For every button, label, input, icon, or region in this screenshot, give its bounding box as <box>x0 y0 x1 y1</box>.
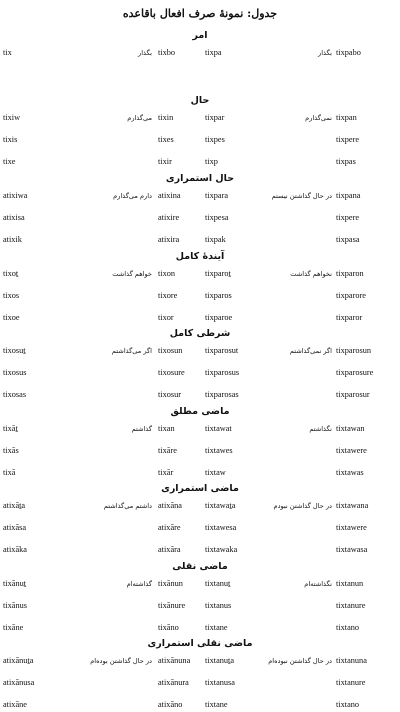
negative-form-2: tixparor <box>336 313 363 322</box>
plural-affirmative-form: tixosus <box>3 368 27 377</box>
negative-form: tixparoṯ <box>205 269 231 278</box>
plural-affirmative-form-2: tixir <box>158 157 172 166</box>
conjugation-row <box>0 311 400 325</box>
section-heading: ماضی نقلی استمراری <box>147 638 253 649</box>
negative-form-2: tixpana <box>336 191 361 200</box>
plural-affirmative-form-2: tixāno <box>158 623 179 632</box>
conjugation-row <box>0 189 400 203</box>
negative-form-2: tixtano <box>336 623 360 632</box>
plural-affirmative-form-2: atixāra <box>158 545 181 554</box>
conjugation-row <box>0 621 400 635</box>
section-heading: ماضی نقلی <box>172 561 228 572</box>
plural-affirmative-form-2: tixosur <box>158 390 182 399</box>
negative-form-2: tixpere <box>336 135 360 144</box>
plural-affirmative-form-2: tixbo <box>158 48 176 57</box>
negative-form: tixpak <box>205 235 226 244</box>
negative-meaning: در حال گذاشتن نیستم <box>271 192 332 200</box>
negative-form: tixtawaka <box>205 545 238 554</box>
plural-affirmative-form: atixāṯa <box>3 501 26 510</box>
page-title: جدول: نمونهٔ صرف افعال باقاعده <box>122 7 278 20</box>
conjugation-row <box>0 599 400 613</box>
negative-form: tixp <box>205 157 218 166</box>
negative-form: tixtanus <box>205 601 232 610</box>
plural-affirmative-form: tix <box>3 48 12 57</box>
negative-form-2: tixtanun <box>336 579 364 588</box>
negative-form: tixpa <box>205 48 222 57</box>
negative-form-2: tixpasa <box>336 235 360 244</box>
affirmative-meaning <box>62 466 152 480</box>
plural-affirmative-form-2: atixānura <box>158 678 189 687</box>
plural-affirmative-form-2: tixosure <box>158 368 185 377</box>
negative-form: tixtawesa <box>205 523 237 532</box>
plural-affirmative-form-2: atixina <box>158 191 181 200</box>
plural-affirmative-form-2: tixor <box>158 313 174 322</box>
negative-form: tixparoe <box>205 313 233 322</box>
plural-affirmative-form-2: tixār <box>158 468 174 477</box>
negative-form-2: tixtano <box>336 700 360 709</box>
negative-meaning <box>268 211 332 225</box>
conjugation-row <box>0 289 400 303</box>
negative-form-2: tixparosure <box>336 368 374 377</box>
plural-affirmative-form: tixe <box>3 157 16 166</box>
plural-affirmative-form-2: tixāre <box>158 446 177 455</box>
plural-affirmative-form-2: tixon <box>158 269 176 278</box>
plural-affirmative-form: atixisa <box>3 213 25 222</box>
plural-affirmative-form: atixik <box>3 235 22 244</box>
plural-affirmative-form: tixoe <box>3 313 20 322</box>
affirmative-meaning <box>62 233 152 247</box>
negative-form: tixparos <box>205 291 232 300</box>
negative-form: tixtawes <box>205 446 233 455</box>
affirmative-meaning: گذاشته‌ام <box>126 580 152 588</box>
plural-affirmative-form-2: atixāno <box>158 700 183 709</box>
negative-meaning <box>268 543 332 557</box>
affirmative-meaning <box>62 133 152 147</box>
section-heading: آیندهٔ کامل <box>175 251 225 262</box>
conjugation-row <box>0 444 400 458</box>
plural-affirmative-form: tixānus <box>3 601 27 610</box>
negative-meaning: نخواهم گذاشت <box>290 270 332 278</box>
conjugation-row <box>0 698 400 712</box>
negative-form-2: tixtawere <box>336 523 367 532</box>
negative-form: tixparosut <box>205 346 239 355</box>
affirmative-meaning <box>62 388 152 402</box>
negative-meaning <box>268 621 332 635</box>
plural-affirmative-form-2: atixāre <box>158 523 181 532</box>
plural-affirmative-form: tixānuṯ <box>3 579 27 588</box>
negative-form-2: tixparon <box>336 269 364 278</box>
negative-meaning <box>268 599 332 613</box>
negative-form: tixtawaṯa <box>205 501 236 510</box>
negative-form-2: tixpan <box>336 113 357 122</box>
plural-affirmative-form-2: tixan <box>158 424 175 433</box>
affirmative-meaning <box>62 698 152 712</box>
negative-form-2: tixpabo <box>336 48 361 57</box>
affirmative-meaning: بگذار <box>138 49 152 57</box>
plural-affirmative-form: atixāsa <box>3 523 27 532</box>
negative-meaning: اگر نمی‌گذاشتم <box>289 347 332 355</box>
negative-form: tixpara <box>205 191 229 200</box>
negative-form: tixparosas <box>205 390 239 399</box>
conjugation-row <box>0 543 400 557</box>
negative-form-2: tixtanure <box>336 678 366 687</box>
plural-affirmative-form-2: tixore <box>158 291 178 300</box>
affirmative-meaning <box>62 211 152 225</box>
conjugation-row <box>0 211 400 225</box>
plural-affirmative-form: tixosas <box>3 390 27 399</box>
section-heading: ماضی استمراری <box>161 483 239 494</box>
negative-form-2: tixpas <box>336 157 356 166</box>
negative-meaning <box>268 366 332 380</box>
affirmative-meaning <box>62 155 152 169</box>
negative-form-2: tixparosur <box>336 390 370 399</box>
section-heading: حال <box>190 95 210 106</box>
affirmative-meaning <box>62 543 152 557</box>
plural-affirmative-form: tixāṯ <box>3 424 18 433</box>
negative-form: tixpesa <box>205 213 229 222</box>
negative-form-2: tixtawas <box>336 468 364 477</box>
section-heading: شرطی کامل <box>169 328 231 339</box>
section-heading: امر <box>192 30 208 41</box>
negative-meaning <box>268 521 332 535</box>
plural-affirmative-form: atixāka <box>3 545 27 554</box>
affirmative-meaning: اگر می‌گذاشتم <box>111 347 152 355</box>
section-heading: حال استمراری <box>165 173 235 184</box>
negative-form: tixtanusa <box>205 678 235 687</box>
negative-meaning <box>268 233 332 247</box>
conjugation-row <box>0 155 400 169</box>
negative-meaning <box>268 698 332 712</box>
affirmative-meaning <box>62 521 152 535</box>
conjugation-row <box>0 344 400 358</box>
conjugation-row <box>0 388 400 402</box>
plural-affirmative-form-2: tixānun <box>158 579 183 588</box>
conjugation-row <box>0 46 400 60</box>
conjugation-row <box>0 466 400 480</box>
plural-affirmative-form: atixānusa <box>3 678 35 687</box>
plural-affirmative-form: atixiwa <box>3 191 28 200</box>
affirmative-meaning: در حال گذاشتن بوده‌ام <box>90 657 152 665</box>
affirmative-meaning <box>62 444 152 458</box>
plural-affirmative-form: tixos <box>3 291 20 300</box>
negative-meaning <box>268 311 332 325</box>
affirmative-meaning <box>62 621 152 635</box>
negative-form-2: tixparore <box>336 291 366 300</box>
negative-meaning: نگذاشته‌ام <box>304 580 332 588</box>
negative-form: tixtawat <box>205 424 232 433</box>
negative-meaning <box>268 133 332 147</box>
negative-meaning <box>268 155 332 169</box>
negative-form: tixparosus <box>205 368 240 377</box>
negative-form-2: tixtawan <box>336 424 365 433</box>
plural-affirmative-form: tixiw <box>3 113 21 122</box>
negative-form-2: tixtawere <box>336 446 367 455</box>
plural-affirmative-form: tixās <box>3 446 19 455</box>
negative-form-2: tixtawasa <box>336 545 368 554</box>
plural-affirmative-form-2: tixin <box>158 113 174 122</box>
plural-affirmative-form: tixis <box>3 135 18 144</box>
affirmative-meaning: گذاشتم <box>131 425 152 433</box>
negative-form-2: tixpere <box>336 213 360 222</box>
conjugation-row <box>0 654 400 668</box>
plural-affirmative-form-2: tixosun <box>158 346 183 355</box>
plural-affirmative-form: tixoṯ <box>3 269 19 278</box>
negative-meaning: نمی‌گذارم <box>305 114 332 122</box>
plural-affirmative-form: tixosuṯ <box>3 346 26 355</box>
negative-form: tixtanuṯ <box>205 579 231 588</box>
negative-meaning <box>268 289 332 303</box>
plural-affirmative-form-2: atixānuna <box>158 656 191 665</box>
negative-meaning: در حال گذاشتن نبودم <box>273 502 332 510</box>
negative-form: tixpes <box>205 135 225 144</box>
negative-form-2: tixtanure <box>336 601 366 610</box>
affirmative-meaning <box>62 599 152 613</box>
negative-meaning <box>268 444 332 458</box>
affirmative-meaning <box>62 311 152 325</box>
negative-meaning: در حال گذاشتن نبوده‌ام <box>268 657 332 665</box>
negative-form-2: tixparosun <box>336 346 372 355</box>
negative-form: tixtane <box>205 623 228 632</box>
conjugation-row <box>0 133 400 147</box>
affirmative-meaning: می‌گذارم <box>127 114 152 122</box>
affirmative-meaning: خواهم گذاشت <box>112 270 152 278</box>
affirmative-meaning <box>62 366 152 380</box>
negative-meaning: بگذار <box>318 49 332 57</box>
negative-form: tixtane <box>205 700 228 709</box>
plural-affirmative-form-2: atixāna <box>158 501 182 510</box>
plural-affirmative-form-2: atixire <box>158 213 180 222</box>
plural-affirmative-form: tixā <box>3 468 16 477</box>
section-heading: ماضی مطلق <box>170 406 230 417</box>
conjugation-row <box>0 577 400 591</box>
negative-form: tixtaw <box>205 468 226 477</box>
negative-form-2: tixtanuna <box>336 656 367 665</box>
plural-affirmative-form: atixāne <box>3 700 27 709</box>
conjugation-row <box>0 366 400 380</box>
plural-affirmative-form: tixāne <box>3 623 24 632</box>
affirmative-meaning: داشتم می‌گذاشتم <box>103 502 152 510</box>
negative-form-2: tixtawana <box>336 501 369 510</box>
negative-form: tixpar <box>205 113 225 122</box>
plural-affirmative-form-2: tixes <box>158 135 174 144</box>
plural-affirmative-form: atixānuṯa <box>3 656 34 665</box>
conjugation-row <box>0 499 400 513</box>
negative-meaning <box>268 466 332 480</box>
conjugation-row <box>0 233 400 247</box>
conjugation-row <box>0 422 400 436</box>
conjugation-row <box>0 111 400 125</box>
affirmative-meaning: دارم می‌گذارم <box>113 192 152 200</box>
negative-meaning <box>268 388 332 402</box>
plural-affirmative-form-2: atixira <box>158 235 180 244</box>
negative-form: tixtanuṯa <box>205 656 235 665</box>
plural-affirmative-form-2: tixānure <box>158 601 186 610</box>
negative-meaning: نگذاشتم <box>309 425 332 433</box>
affirmative-meaning <box>62 289 152 303</box>
conjugation-row <box>0 521 400 535</box>
conjugation-row <box>0 267 400 281</box>
